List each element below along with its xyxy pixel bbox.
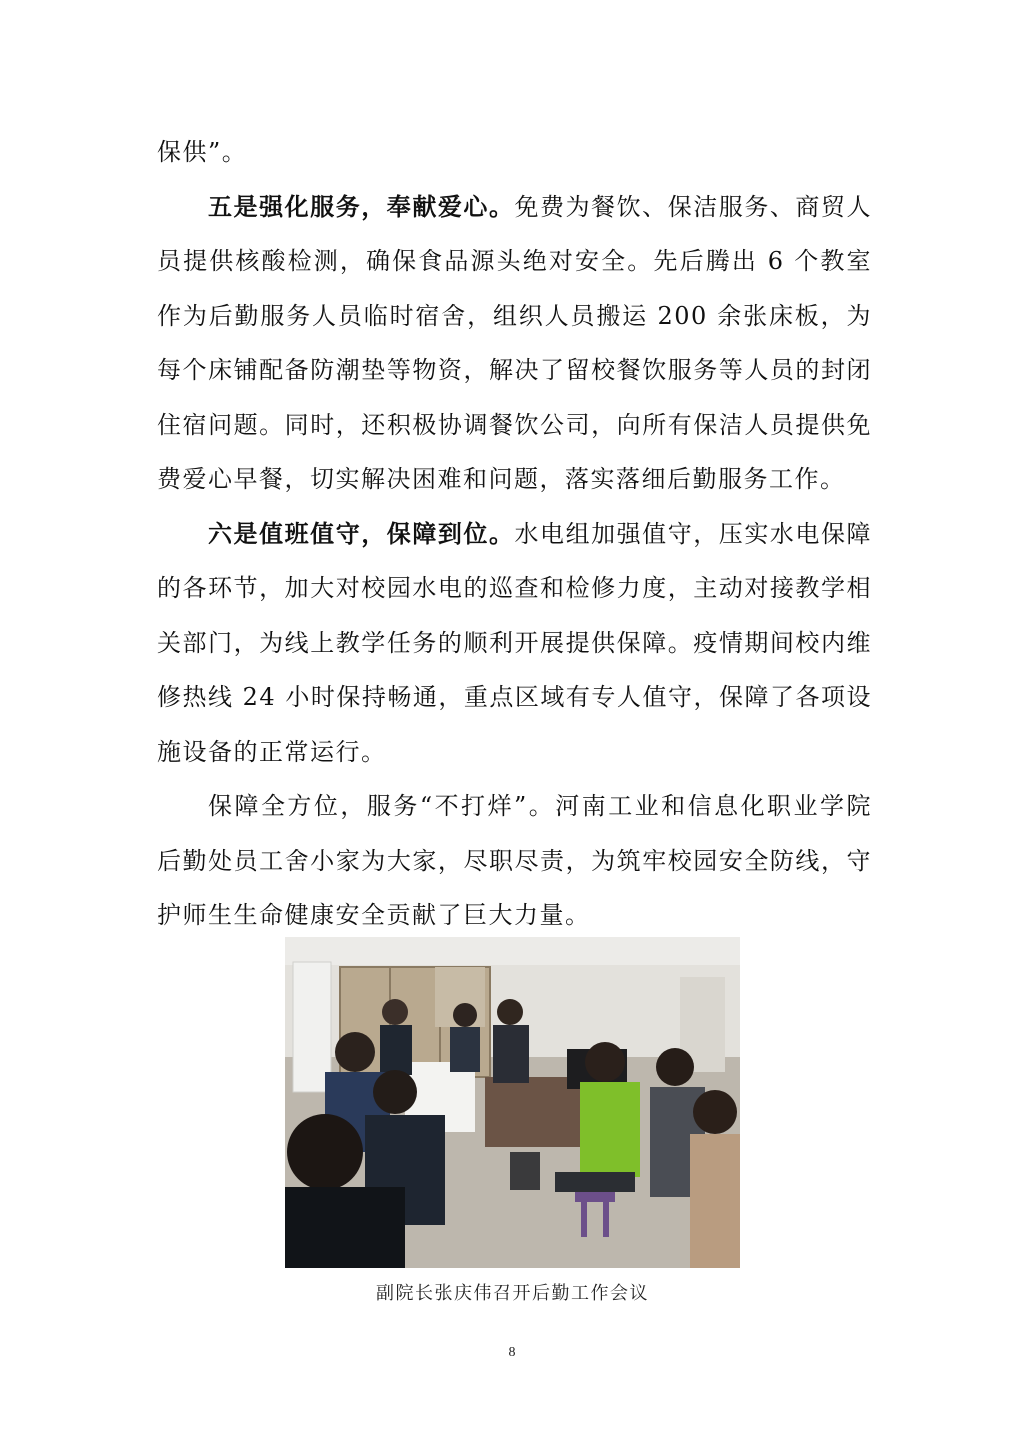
paragraph-summary bbox=[157, 779, 872, 943]
paragraph-lead: 五是强化服务，奉献爱心。 bbox=[208, 191, 515, 221]
paragraph-text: 保障全方位，服务“不打烊”。河南工业和信息化职业学院后勤处员工舍小家为大家，尽职尽责，为筑牢校园安全防线，守护师生生命健康安全贡献了巨大力量。 bbox=[157, 792, 872, 929]
paragraph-continuation bbox=[157, 125, 872, 180]
paragraph-lead: 六是值班值守，保障到位。 bbox=[208, 518, 515, 548]
paragraph-text: 免费为餐饮、保洁服务、商贸人员提供核酸检测，确保食品源头绝对安全。先后腾出 6 个教室作为后勤服务人员临时宿舍，组织人员搬运 200 余张床板，为每个床铺配备防潮垫等物资，解决了留校餐饮服务等人员的封闭住宿问题。同时，还积极协调餐饮公司，向所有保洁人员提供免费爱心早餐，切实解决困难和问题，落实落细后勤服务工作。 bbox=[157, 192, 873, 493]
paragraph-text: 水电组加强值守，压实水电保障的各环节，加大对校园水电的巡查和检修力度，主动对接教学相关部门，为线上教学任务的顺利开展提供保障。疫情期间校内维修热线 24 小时保持畅通，重点区域有专人值守，保障了各项设施设备的正常运行。 bbox=[157, 519, 873, 766]
photo-caption: 副院长张庆伟召开后勤工作会议 bbox=[376, 1283, 649, 1304]
paragraph-text: 保供”。 bbox=[157, 138, 248, 166]
meeting-photo bbox=[285, 937, 740, 1268]
body-text bbox=[157, 125, 872, 943]
paragraph-service bbox=[157, 180, 872, 507]
paragraph-duty bbox=[157, 507, 872, 780]
page-number: 8 bbox=[508, 1345, 516, 1360]
